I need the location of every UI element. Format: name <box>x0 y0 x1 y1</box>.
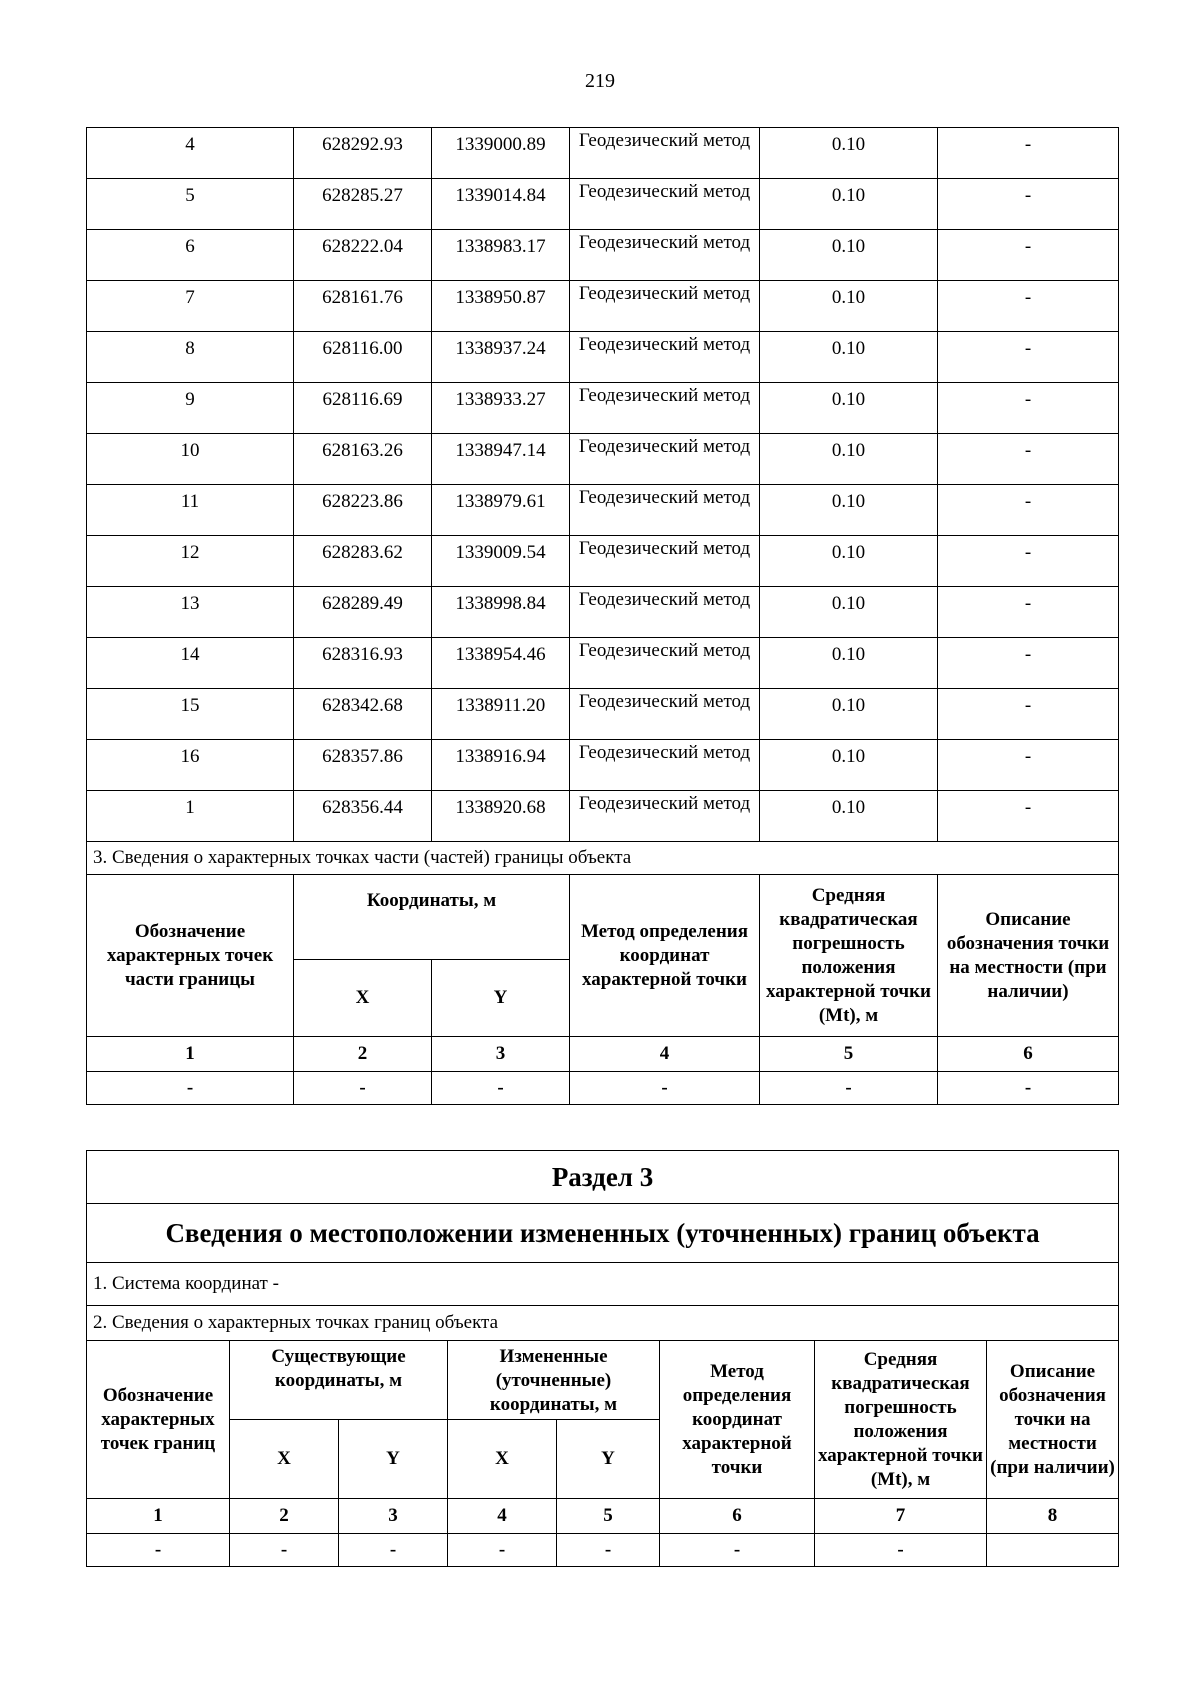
mt-cell <box>760 536 938 587</box>
method-value: Геодезический метод <box>578 589 751 610</box>
x-coordinate-value: 628289.49 <box>322 593 403 614</box>
point-id-cell <box>87 740 294 791</box>
page-number: 219 <box>585 70 615 92</box>
point-id-cell <box>87 587 294 638</box>
empty-cell: - <box>557 1534 660 1567</box>
empty-cell: - <box>230 1534 339 1567</box>
description-value: - <box>1024 746 1032 767</box>
table-row <box>87 536 1119 587</box>
point-id-cell <box>87 332 294 383</box>
x-coordinate-cell <box>294 179 432 230</box>
description-cell <box>938 587 1119 638</box>
point-id-value: 10 <box>180 440 200 461</box>
coord-system: 1. Система координат - <box>87 1263 1119 1306</box>
empty-data-row <box>87 1534 1119 1567</box>
point-id-value: 9 <box>185 389 195 410</box>
column-number: 8 <box>987 1499 1119 1534</box>
description-cell <box>938 536 1119 587</box>
empty-cell: - <box>432 1072 570 1105</box>
column-number: 1 <box>87 1037 294 1072</box>
description-value: - <box>1024 389 1032 410</box>
header-points: Обозначение характерных точек части границы <box>87 875 294 1037</box>
empty-cell <box>987 1534 1119 1567</box>
y-coordinate-value: 1338954.46 <box>455 644 546 665</box>
header-mt: Средняя квадратическая погрешность положения характерной точки (Mt), м <box>760 875 938 1037</box>
header-x: X <box>294 960 432 1037</box>
method-cell <box>570 791 760 842</box>
y-coordinate-cell <box>432 230 570 281</box>
y-coordinate-cell <box>432 434 570 485</box>
x-coordinate-value: 628292.93 <box>322 134 403 155</box>
table-header-row <box>87 1341 1119 1420</box>
y-coordinate-cell <box>432 536 570 587</box>
x-coordinate-cell <box>294 281 432 332</box>
method-value: Геодезический метод <box>578 232 751 253</box>
point-id-value: 16 <box>180 746 200 767</box>
section-title: Раздел 3 <box>87 1151 1119 1204</box>
header-method: Метод определения координат характерной точки <box>660 1341 815 1499</box>
mt-cell <box>760 791 938 842</box>
method-cell <box>570 485 760 536</box>
description-cell <box>938 740 1119 791</box>
table-header-row <box>87 875 1119 960</box>
method-cell <box>570 383 760 434</box>
column-number: 5 <box>760 1037 938 1072</box>
method-cell <box>570 434 760 485</box>
point-id-cell <box>87 689 294 740</box>
description-cell <box>938 791 1119 842</box>
empty-cell: - <box>760 1072 938 1105</box>
mt-value: 0.10 <box>831 491 866 512</box>
column-number: 2 <box>230 1499 339 1534</box>
mt-cell <box>760 281 938 332</box>
description-cell <box>938 689 1119 740</box>
y-coordinate-cell <box>432 485 570 536</box>
empty-cell: - <box>815 1534 987 1567</box>
mt-cell <box>760 128 938 179</box>
description-value: - <box>1024 797 1032 818</box>
x-coordinate-cell <box>294 638 432 689</box>
column-number: 4 <box>448 1499 557 1534</box>
header-y-existing: Y <box>339 1420 448 1499</box>
section-subtitle: Сведения о местоположении измененных (уточненных) границ объекта <box>87 1204 1119 1263</box>
x-coordinate-value: 628223.86 <box>322 491 403 512</box>
x-coordinate-value: 628357.86 <box>322 746 403 767</box>
description-value: - <box>1024 236 1032 257</box>
description-cell <box>938 332 1119 383</box>
mt-value: 0.10 <box>831 185 866 206</box>
table-row <box>87 587 1119 638</box>
section-3-table <box>86 1150 1119 1567</box>
description-value: - <box>1024 440 1032 461</box>
boundary-points-table <box>86 127 1119 1105</box>
column-number: 1 <box>87 1499 230 1534</box>
section-title-row <box>87 1151 1119 1204</box>
y-coordinate-value: 1338947.14 <box>455 440 546 461</box>
table-row <box>87 740 1119 791</box>
x-coordinate-value: 628285.27 <box>322 185 403 206</box>
x-coordinate-cell <box>294 434 432 485</box>
y-coordinate-value: 1338920.68 <box>455 797 546 818</box>
x-coordinate-value: 628161.76 <box>322 287 403 308</box>
description-cell <box>938 128 1119 179</box>
mt-cell <box>760 332 938 383</box>
y-coordinate-cell <box>432 332 570 383</box>
method-cell <box>570 689 760 740</box>
method-value: Геодезический метод <box>578 436 751 457</box>
subsection-2-row <box>87 1306 1119 1341</box>
x-coordinate-value: 628316.93 <box>322 644 403 665</box>
method-value: Геодезический метод <box>578 640 751 661</box>
point-id-value: 4 <box>185 134 195 155</box>
method-cell <box>570 179 760 230</box>
y-coordinate-value: 1338911.20 <box>455 695 546 716</box>
method-cell <box>570 128 760 179</box>
method-value: Геодезический метод <box>578 283 751 304</box>
description-cell <box>938 434 1119 485</box>
description-value: - <box>1024 134 1032 155</box>
y-coordinate-value: 1339000.89 <box>455 134 546 155</box>
table-row <box>87 485 1119 536</box>
method-value: Геодезический метод <box>578 487 751 508</box>
description-cell <box>938 485 1119 536</box>
column-number-row <box>87 1499 1119 1534</box>
method-value: Геодезический метод <box>578 334 751 355</box>
subsection-3-heading: 3. Сведения о характерных точках части (частей) границы объекта <box>87 842 1119 875</box>
header-y-changed: Y <box>557 1420 660 1499</box>
point-id-value: 13 <box>180 593 200 614</box>
header-x-existing: X <box>230 1420 339 1499</box>
y-coordinate-cell <box>432 791 570 842</box>
y-coordinate-value: 1338937.24 <box>455 338 546 359</box>
mt-value: 0.10 <box>831 593 866 614</box>
point-id-cell <box>87 383 294 434</box>
point-id-cell <box>87 638 294 689</box>
point-id-value: 15 <box>180 695 200 716</box>
column-number: 6 <box>660 1499 815 1534</box>
method-value: Геодезический метод <box>578 130 751 151</box>
description-value: - <box>1024 338 1032 359</box>
point-id-cell <box>87 536 294 587</box>
subsection-2-heading: 2. Сведения о характерных точках границ объекта <box>87 1306 1119 1341</box>
column-number: 6 <box>938 1037 1119 1072</box>
empty-cell: - <box>660 1534 815 1567</box>
mt-cell <box>760 434 938 485</box>
x-coordinate-value: 628163.26 <box>322 440 403 461</box>
method-cell <box>570 536 760 587</box>
point-id-value: 1 <box>185 797 195 818</box>
x-coordinate-cell <box>294 536 432 587</box>
mt-value: 0.10 <box>831 797 866 818</box>
column-number: 3 <box>339 1499 448 1534</box>
x-coordinate-value: 628356.44 <box>322 797 403 818</box>
x-coordinate-value: 628342.68 <box>322 695 403 716</box>
table-row <box>87 434 1119 485</box>
method-cell <box>570 281 760 332</box>
method-cell <box>570 740 760 791</box>
method-cell <box>570 230 760 281</box>
point-id-cell <box>87 230 294 281</box>
method-value: Геодезический метод <box>578 385 751 406</box>
y-coordinate-value: 1338933.27 <box>455 389 546 410</box>
section-subtitle-row <box>87 1204 1119 1263</box>
y-coordinate-value: 1338983.17 <box>455 236 546 257</box>
empty-cell: - <box>339 1534 448 1567</box>
description-cell <box>938 383 1119 434</box>
empty-cell: - <box>570 1072 760 1105</box>
y-coordinate-cell <box>432 689 570 740</box>
x-coordinate-value: 628283.62 <box>322 542 403 563</box>
header-existing-coordinates: Существующие координаты, м <box>230 1341 448 1420</box>
column-number: 7 <box>815 1499 987 1534</box>
empty-cell: - <box>87 1072 294 1105</box>
x-coordinate-cell <box>294 128 432 179</box>
point-id-cell <box>87 281 294 332</box>
subsection-3-row <box>87 842 1119 875</box>
description-cell <box>938 281 1119 332</box>
header-y: Y <box>432 960 570 1037</box>
y-coordinate-cell <box>432 587 570 638</box>
x-coordinate-cell <box>294 689 432 740</box>
table-row <box>87 332 1119 383</box>
mt-cell <box>760 740 938 791</box>
point-id-cell <box>87 434 294 485</box>
mt-value: 0.10 <box>831 440 866 461</box>
point-id-value: 12 <box>180 542 200 563</box>
y-coordinate-value: 1339009.54 <box>455 542 546 563</box>
y-coordinate-value: 1338979.61 <box>455 491 546 512</box>
x-coordinate-value: 628222.04 <box>322 236 403 257</box>
mt-value: 0.10 <box>831 287 866 308</box>
header-description: Описание обозначения точки на местности (при наличии) <box>938 875 1119 1037</box>
column-number: 5 <box>557 1499 660 1534</box>
description-value: - <box>1024 542 1032 563</box>
header-coordinates: Координаты, м <box>294 875 570 960</box>
table-row <box>87 689 1119 740</box>
column-number: 2 <box>294 1037 432 1072</box>
x-coordinate-value: 628116.00 <box>322 338 403 359</box>
table-row <box>87 383 1119 434</box>
mt-value: 0.10 <box>831 236 866 257</box>
empty-cell: - <box>938 1072 1119 1105</box>
empty-cell: - <box>87 1534 230 1567</box>
y-coordinate-cell <box>432 128 570 179</box>
description-value: - <box>1024 185 1032 206</box>
point-id-value: 14 <box>180 644 200 665</box>
mt-value: 0.10 <box>831 389 866 410</box>
method-value: Геодезический метод <box>578 181 751 202</box>
point-id-value: 6 <box>185 236 195 257</box>
x-coordinate-value: 628116.69 <box>322 389 403 410</box>
x-coordinate-cell <box>294 485 432 536</box>
method-value: Геодезический метод <box>578 793 751 814</box>
mt-cell <box>760 383 938 434</box>
column-number-row <box>87 1037 1119 1072</box>
y-coordinate-cell <box>432 281 570 332</box>
x-coordinate-cell <box>294 332 432 383</box>
point-id-value: 8 <box>185 338 195 359</box>
description-value: - <box>1024 287 1032 308</box>
mt-cell <box>760 689 938 740</box>
empty-cell: - <box>448 1534 557 1567</box>
y-coordinate-value: 1338998.84 <box>455 593 546 614</box>
point-id-value: 11 <box>180 491 200 512</box>
description-cell <box>938 230 1119 281</box>
mt-value: 0.10 <box>831 695 866 716</box>
method-cell <box>570 587 760 638</box>
header-description: Описание обозначения точки на местности (при наличии) <box>987 1341 1119 1499</box>
table-row <box>87 638 1119 689</box>
mt-value: 0.10 <box>831 134 866 155</box>
point-id-cell <box>87 791 294 842</box>
empty-cell: - <box>294 1072 432 1105</box>
method-value: Геодезический метод <box>578 742 751 763</box>
x-coordinate-cell <box>294 740 432 791</box>
table-row <box>87 281 1119 332</box>
description-cell <box>938 638 1119 689</box>
method-value: Геодезический метод <box>578 691 751 712</box>
point-id-value: 5 <box>185 185 195 206</box>
description-cell <box>938 179 1119 230</box>
y-coordinate-value: 1339014.84 <box>455 185 546 206</box>
header-x-changed: X <box>448 1420 557 1499</box>
y-coordinate-cell <box>432 179 570 230</box>
column-number: 3 <box>432 1037 570 1072</box>
table-row <box>87 230 1119 281</box>
point-id-value: 7 <box>185 287 195 308</box>
mt-value: 0.10 <box>831 746 866 767</box>
table-row <box>87 128 1119 179</box>
description-value: - <box>1024 695 1032 716</box>
method-cell <box>570 332 760 383</box>
table-row <box>87 791 1119 842</box>
description-value: - <box>1024 491 1032 512</box>
mt-value: 0.10 <box>831 644 866 665</box>
x-coordinate-cell <box>294 587 432 638</box>
x-coordinate-cell <box>294 791 432 842</box>
mt-cell <box>760 230 938 281</box>
y-coordinate-cell <box>432 638 570 689</box>
mt-value: 0.10 <box>831 338 866 359</box>
mt-cell <box>760 179 938 230</box>
point-id-cell <box>87 128 294 179</box>
part-boundary-section <box>87 842 1119 1105</box>
coord-system-row <box>87 1263 1119 1306</box>
header-method: Метод определения координат характерной точки <box>570 875 760 1037</box>
mt-value: 0.10 <box>831 542 866 563</box>
x-coordinate-cell <box>294 230 432 281</box>
mt-cell <box>760 638 938 689</box>
point-id-cell <box>87 179 294 230</box>
table-row <box>87 179 1119 230</box>
header-changed-coordinates: Измененные (уточненные) координаты, м <box>448 1341 660 1420</box>
point-id-cell <box>87 485 294 536</box>
description-value: - <box>1024 644 1032 665</box>
header-points: Обозначение характерных точек границ <box>87 1341 230 1499</box>
y-coordinate-value: 1338916.94 <box>455 746 546 767</box>
mt-cell <box>760 587 938 638</box>
method-value: Геодезический метод <box>578 538 751 559</box>
description-value: - <box>1024 593 1032 614</box>
column-number: 4 <box>570 1037 760 1072</box>
y-coordinate-cell <box>432 383 570 434</box>
x-coordinate-cell <box>294 383 432 434</box>
y-coordinate-value: 1338950.87 <box>455 287 546 308</box>
y-coordinate-cell <box>432 740 570 791</box>
boundary-points-body <box>87 128 1119 842</box>
header-mt: Средняя квадратическая погрешность положения характерной точки (Mt), м <box>815 1341 987 1499</box>
empty-data-row <box>87 1072 1119 1105</box>
method-cell <box>570 638 760 689</box>
mt-cell <box>760 485 938 536</box>
